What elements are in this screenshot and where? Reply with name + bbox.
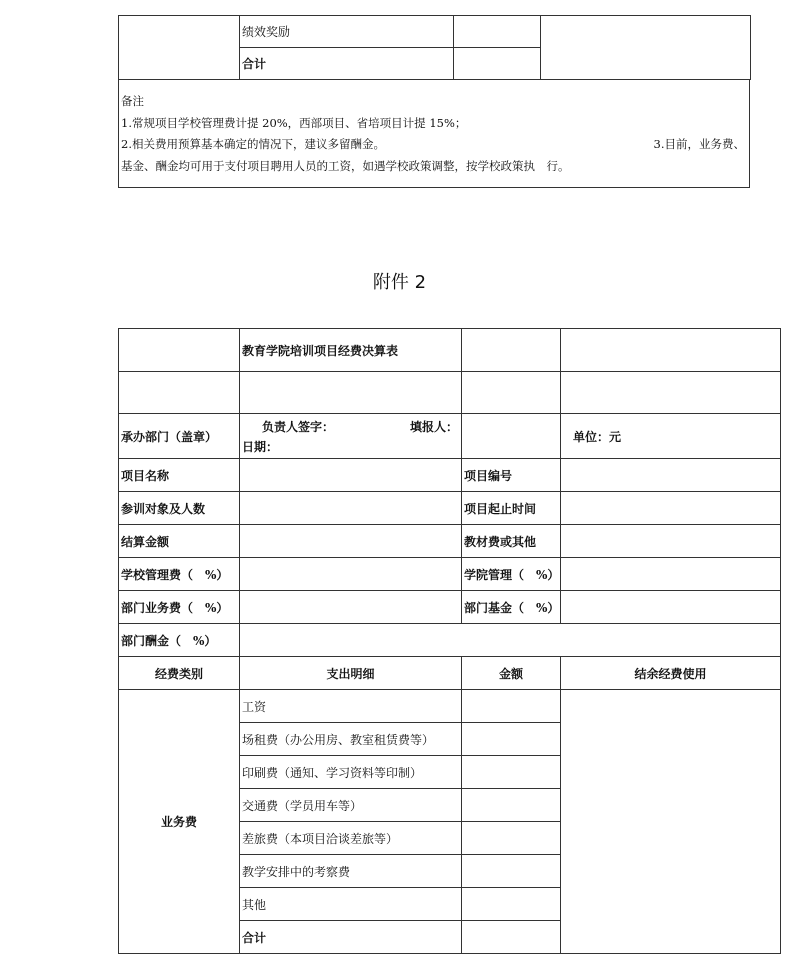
expense-item: 差旅费（本项目洽谈差旅等）: [240, 822, 462, 855]
total-label: 合计: [240, 921, 462, 954]
top-balance-cell: [541, 16, 751, 80]
top-category-cell: [119, 16, 240, 80]
school-mgmt-value[interactable]: [240, 558, 462, 591]
top-total-label: 合计: [240, 48, 454, 80]
expense-amount[interactable]: [462, 888, 561, 921]
expense-item: 印刷费（通知、学习资料等印制）: [240, 756, 462, 789]
expense-amount[interactable]: [462, 789, 561, 822]
signer-label: 负责人签字：: [262, 420, 335, 434]
unit-label: 单位：元: [561, 414, 781, 459]
business-category-cell: 业务费: [119, 690, 240, 954]
materials-label: 教材费或其他: [462, 525, 561, 558]
project-number-value[interactable]: [561, 459, 781, 492]
expense-item: 工资: [240, 690, 462, 723]
note-3-start: 3.目前，业务费、: [653, 137, 745, 151]
expense-item: 交通费（学员用车等）: [240, 789, 462, 822]
expense-amount[interactable]: [462, 822, 561, 855]
dept-fund-value[interactable]: [561, 591, 781, 624]
note-line-3: 基金、酬金均可用于支付项目聘用人员的工资，如遇学校政策调整，按学校政策执 行。: [121, 158, 570, 173]
performance-bonus-cell: 绩效奖励: [240, 16, 454, 48]
balance-use-header: 结余经费使用: [561, 657, 781, 690]
project-name-label: 项目名称: [119, 459, 240, 492]
expense-item: 其他: [240, 888, 462, 921]
settlement-form-table: [118, 328, 781, 954]
expense-item: 教学安排中的考察费: [240, 855, 462, 888]
project-name-value[interactable]: [240, 459, 462, 492]
filler-label: 填报人：: [410, 420, 459, 434]
period-label: 项目起止时间: [462, 492, 561, 525]
expense-amount[interactable]: [462, 756, 561, 789]
college-mgmt-value[interactable]: [561, 558, 781, 591]
dept-business-value[interactable]: [240, 591, 462, 624]
school-mgmt-label: 学校管理费（ %）: [119, 558, 240, 591]
dept-reward-value[interactable]: [240, 624, 781, 657]
attachment-title: 附件 2: [372, 272, 427, 293]
settlement-amount-value[interactable]: [240, 525, 462, 558]
total-amount[interactable]: [462, 921, 561, 954]
college-mgmt-label: 学院管理（ %）: [462, 558, 561, 591]
top-amount-cell-1: [454, 16, 541, 48]
note-line-2: [121, 134, 747, 156]
top-amount-cell-2: [454, 48, 541, 80]
note-2-text: 2.相关费用预算基本确定的情况下，建议多留酬金。: [121, 137, 385, 151]
form-title: 教育学院培训项目经费决算表: [240, 329, 462, 372]
detail-header: 支出明细: [240, 657, 462, 690]
date-label: 日期：: [242, 440, 279, 454]
period-value[interactable]: [561, 492, 781, 525]
project-number-label: 项目编号: [462, 459, 561, 492]
expense-amount[interactable]: [462, 690, 561, 723]
header-row: [119, 657, 781, 690]
participants-label: 参训对象及人数: [119, 492, 240, 525]
amount-header: 金额: [462, 657, 561, 690]
dept-fund-label: 部门基金（ %）: [462, 591, 561, 624]
category-header: 经费类别: [119, 657, 240, 690]
settlement-amount-label: 结算金额: [119, 525, 240, 558]
top-budget-table: [118, 15, 751, 80]
note-line-1: 1.常规项目学校管理费计提 20%，西部项目、省培项目计提 15%；: [121, 115, 467, 130]
dept-reward-label: 部门酬金（ %）: [119, 624, 240, 657]
notes-heading: 备注: [121, 94, 144, 108]
dept-label: 承办部门（盖章）: [119, 414, 240, 459]
materials-value[interactable]: [561, 525, 781, 558]
expense-amount[interactable]: [462, 855, 561, 888]
balance-use-cell[interactable]: [561, 690, 781, 954]
expense-item: 场租费（办公用房、教室租赁费等）: [240, 723, 462, 756]
participants-value[interactable]: [240, 492, 462, 525]
blank-row: [119, 372, 781, 414]
notes-box: [118, 80, 750, 188]
title-row: [119, 329, 781, 372]
signature-row: [119, 414, 781, 459]
dept-business-label: 部门业务费（ %）: [119, 591, 240, 624]
signature-cell: [240, 414, 462, 459]
expense-amount[interactable]: [462, 723, 561, 756]
